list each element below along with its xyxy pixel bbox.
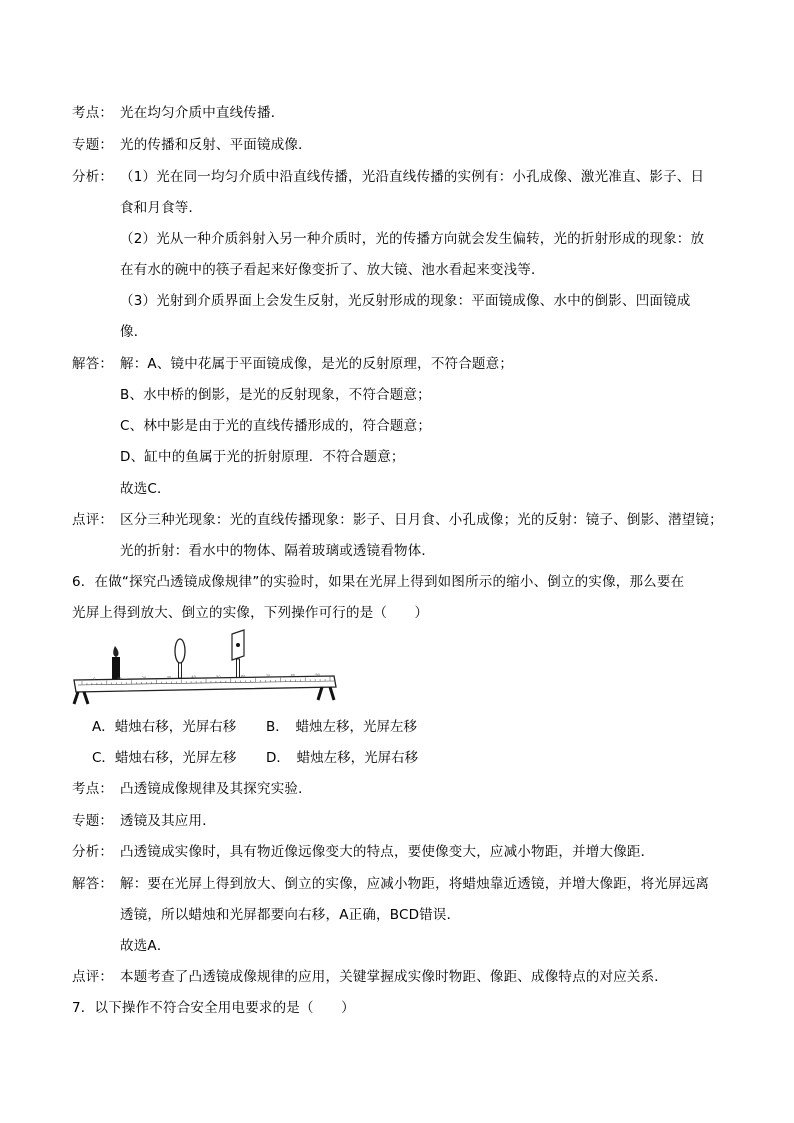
q5-jieda-d: D、缸中的鱼属于光的折射原理．不符合题意； [120,449,405,465]
zhuanti-label: 专题： [72,137,114,153]
light-screen [232,630,244,678]
q6-stem-1: 6．在做“探究凸透镜成像规律”的实验时，如果在光屏上得到如图所示的缩小、倒立的实像，那么要在 [72,574,685,590]
zhuanti-text: 光的传播和反射、平面镜成像． [120,137,312,153]
zhuanti-label: 专题： [72,813,114,829]
kaodian-text: 凸透镜成像规律及其探究实验． [120,781,312,797]
q5-fenxi-3a: （3）光射到介质界面上会发生反射，光反射形成的现象：平面镜成像、水中的倒影、凹面镜成 [120,293,691,309]
scale-label: 70 [265,674,271,678]
dianping-label: 点评： [72,969,114,985]
convex-lens [175,639,185,678]
q5-fenxi-1b: 食和月食等． [120,200,203,216]
zhuanti-text: 透镜及其应用． [120,813,216,829]
dianping-text-1: 区分三种光现象：光的直线传播现象：影子、日月食、小孔成像；光的反射：镜子、倒影、潜望镜； [120,512,723,528]
scale-label: 60 [240,674,246,679]
q5-fenxi-3b: 像． [120,324,148,340]
q5-fenxi-2b: 在有水的碗中的筷子看起来好像变折了、放大镜、池水看起来变浅等． [120,262,545,278]
scale-label: 50 [216,674,221,679]
q6-dianping [72,968,668,986]
optical-bench-figure [72,626,340,706]
jieda-label: 解答： [72,876,114,892]
q7-stem: 7．以下操作不符合安全用电要求的是（ ） [72,1000,355,1016]
fenxi-label: 分析： [72,844,114,860]
q5-zhuanti [72,136,312,154]
jieda-label: 解答： [72,356,114,372]
scale-label: 0 [93,676,96,681]
q5-jieda-b: B、水中桥的倒影，是光的反射现象，不符合题意； [120,387,431,403]
q6-stem-2: 光屏上得到放大、倒立的实像，下列操作可行的是（ ） [72,605,429,621]
scale-label: 80 [290,673,296,678]
q5-fenxi-2a: （2）光从一种介质斜射入另一种介质时，光的传播方向就会发生偏转，光的折射形成的现象：放 [120,231,705,247]
option-c[interactable]: C．蜡烛右移，光屏左移 [92,750,237,766]
kaodian-text: 光在均匀介质中直线传播． [120,105,285,121]
dianping-text: 本题考查了凸透镜成像规律的应用，关键掌握成实像时物距、像距、成像特点的对应关系． [120,969,668,985]
kaodian-label: 考点： [72,105,114,121]
q5-jieda-choice: 故选C． [120,481,171,497]
scale-label: 30 [166,675,172,680]
q6-kaodian [72,780,312,798]
q5-kaodian [72,104,284,122]
scale-label: 90 [315,673,320,678]
option-d[interactable]: D． 蜡烛左移，光屏右移 [266,750,419,766]
jieda-a: 解：A、镜中花属于平面镜成像，是光的反射原理，不符合题意； [120,356,514,372]
kaodian-label: 考点： [72,781,114,797]
fenxi-label: 分析： [72,169,114,185]
option-b[interactable]: B． 蜡烛左移，光屏左移 [266,719,418,735]
jieda-text-1: 解：要在光屏上得到放大、倒立的实像，应减小物距，将蜡烛靠近透镜，并增大像距，将光屏远离 [120,876,710,892]
q5-dianping-2: 光的折射：看水中的物体、隔着玻璃或透镜看物体． [120,543,436,559]
q5-fenxi [72,168,704,186]
q6-zhuanti [72,812,216,830]
q6-jieda-2: 透镜，所以蜡烛和光屏都要向右移，A正确，BCD错误． [120,907,461,923]
scale-label: 20 [141,676,147,680]
option-a[interactable]: A．蜡烛右移，光屏右移 [92,719,237,735]
fenxi-text-1a: （1）光在同一均匀介质中沿直线传播，光沿直线传播的实例有：小孔成像、激光准直、影子、日 [120,169,705,185]
q6-fenxi [72,843,654,861]
scale-label: 40 [191,675,196,680]
q5-jieda-c: C、林中影是由于光的直线传播形成的，符合题意； [120,418,432,434]
q5-dianping [72,511,723,529]
fenxi-text: 凸透镜成实像时，具有物近像远像变大的特点，要使像变大，应减小物距，并增大像距． [120,844,655,860]
scale-label: 10 [116,676,122,681]
q6-jieda [72,875,709,893]
candle [112,646,120,679]
dianping-label: 点评： [72,512,114,528]
q6-jieda-choice: 故选A． [120,938,171,954]
q5-jieda [72,355,513,373]
